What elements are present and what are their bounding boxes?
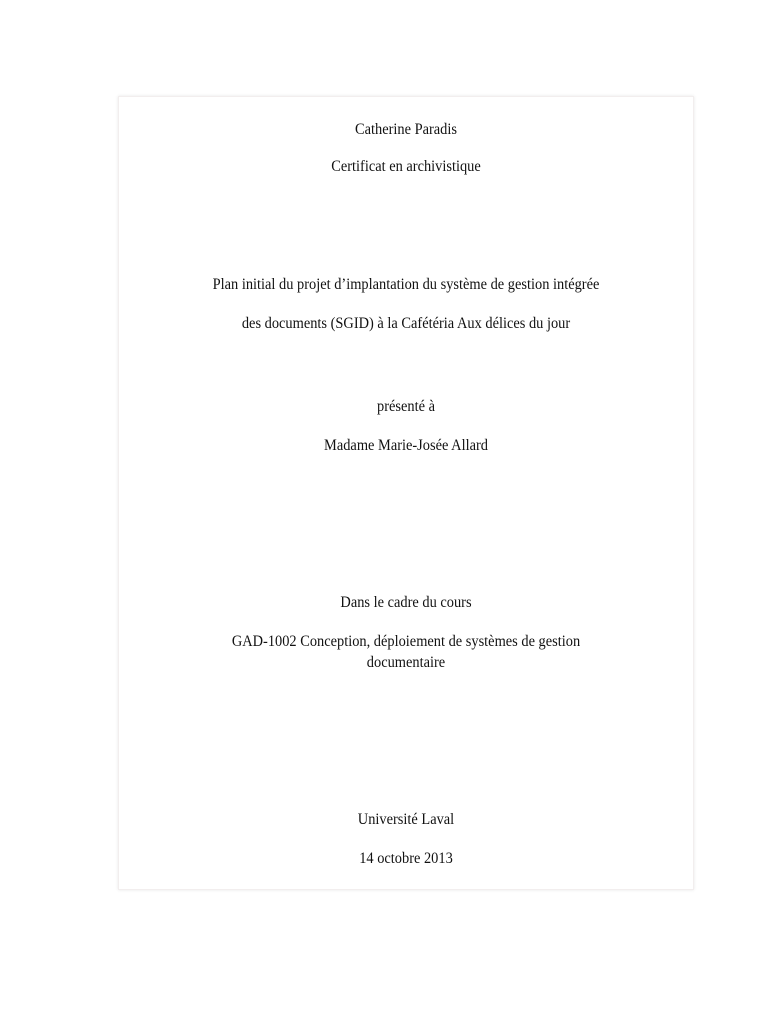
recipient-name: Madame Marie-Josée Allard	[324, 437, 488, 454]
submission-date: 14 octobre 2013	[359, 850, 453, 867]
course-context-label: Dans le cadre du cours	[340, 594, 472, 611]
course-title-line-1: GAD-1002 Conception, déploiement de systèmes de gestion	[231, 633, 581, 650]
document-title-line-2: des documents (SGID) à la Cafétéria Aux délices du jour	[241, 315, 571, 332]
course-title-line-2: documentaire	[366, 654, 446, 671]
author-name: Catherine Paradis	[355, 121, 457, 138]
presented-to-label: présenté à	[377, 398, 435, 415]
document-page	[118, 96, 694, 890]
program-name: Certificat en archivistique	[331, 158, 481, 175]
document-title-line-1: Plan initial du projet d’implantation du système de gestion intégrée	[212, 276, 600, 293]
university-name: Université Laval	[357, 811, 455, 828]
